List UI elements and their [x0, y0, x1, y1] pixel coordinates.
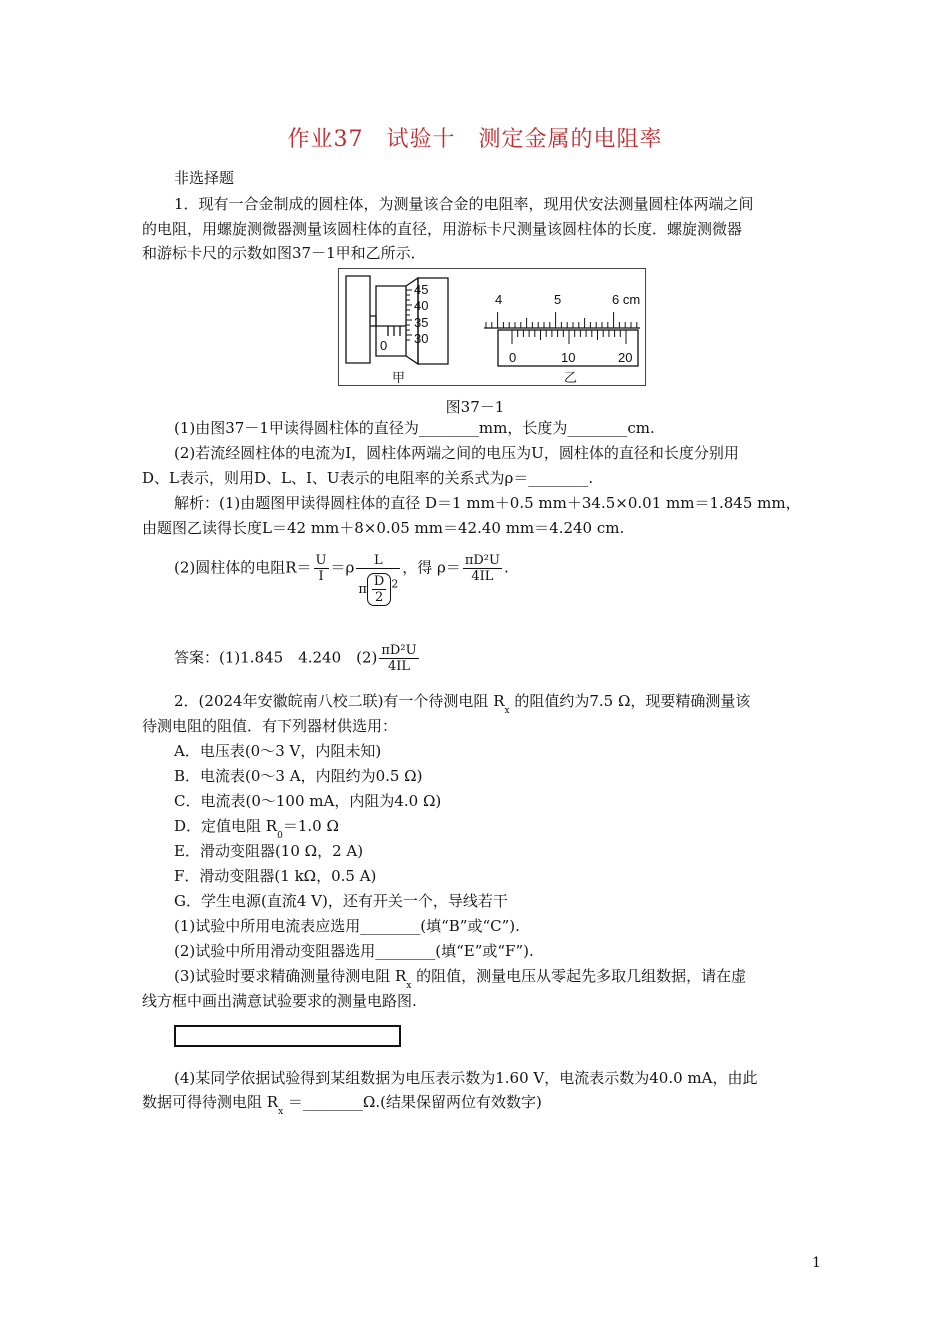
q2-line-1-a: 2．(2024年安徽皖南八校二联)有一个待测电阻 R [174, 692, 505, 710]
q1-part-1: (1)由图37－1甲读得圆柱体的直径为________mm，长度为________cm. [174, 419, 655, 437]
figure-label-jia: 甲 [392, 371, 406, 386]
frac-denominator: 4IL [387, 659, 410, 674]
q2-part-2: (2)试验中所用滑动变阻器选用________(填“E”或“F”). [174, 942, 534, 960]
figure-caption: 图37－1 [445, 398, 505, 416]
q1-line-3: 和游标卡尺的示数如图37－1甲和乙所示． [142, 244, 426, 262]
caliper-main-scale-ticks [486, 312, 637, 328]
page-title: 作业37 试验十 测定金属的电阻率 [287, 127, 663, 152]
q2-part-4b [142, 1092, 542, 1115]
caliper-vernier-label-20: 20 [618, 350, 633, 365]
option-f: F．滑动变阻器(1 kΩ，0.5 A) [174, 867, 377, 885]
q1-solution-3 [174, 553, 509, 606]
option-b: B．电流表(0～3 A，内阻约为0.5 Ω) [174, 767, 423, 785]
option-c: C．电流表(0～100 mA，内阻为4.0 Ω) [174, 792, 442, 810]
period: . [503, 558, 509, 577]
option-d-text: D．定值电阻 R [174, 817, 278, 835]
subscript-x: x [278, 1107, 284, 1117]
solution-3-mid: ，得 ρ＝ [402, 558, 461, 577]
caliper-main-label-6cm: 6 cm [612, 292, 641, 307]
pi-symbol: π [358, 582, 367, 597]
option-d [174, 816, 339, 839]
q2-part-3a-text: (3)试验时要求精确测量待测电阻 R [174, 967, 407, 985]
subscript-x: x [406, 981, 412, 991]
q2-part-4b-tail: ＝________Ω.(结果保留两位有效数字) [283, 1093, 542, 1111]
frac-denominator [356, 569, 400, 606]
q2-part-4b-text: 数据可得待测电阻 R [142, 1093, 279, 1111]
q1-solution-1: 解析：(1)由题图甲读得圆柱体的直径 D＝1 mm＋0.5 mm＋34.5×0.01 mm＝1.845 mm， [174, 494, 801, 512]
frac-numerator: πD²U [381, 643, 417, 658]
subscript-x: x [504, 706, 510, 716]
d-over-2-fraction [372, 574, 386, 605]
q1-part-2b: D、L表示，则用D、L、I、U表示的电阻率的关系式为ρ＝________. [142, 469, 594, 487]
micrometer-label-35: 35 [414, 315, 429, 330]
q2-part-3a [174, 966, 746, 989]
frac-denominator: 4IL [471, 569, 494, 584]
micrometer-label-45: 45 [414, 282, 429, 297]
rho-formula [463, 553, 502, 584]
q2-line-1 [174, 691, 750, 714]
option-d-tail: ＝1.0 Ω [282, 817, 339, 835]
q1-line-2: 的电阻，用螺旋测微器测量该圆柱体的直径，用游标卡尺测量该圆柱体的长度．螺旋测微器 [142, 220, 743, 238]
answer-prefix: 答案：(1)1.845 4.240 (2) [174, 648, 378, 667]
q2-line-2: 待测电阻的阻值．有下列器材供选用： [142, 717, 398, 735]
eq-rho: ＝ρ [330, 558, 355, 577]
solution-3-prefix: (2)圆柱体的电阻R＝ [174, 558, 312, 577]
circuit-drawing-box[interactable] [174, 1025, 401, 1047]
option-g: G．学生电源(直流4 V)，还有开关一个，导线若干 [174, 892, 508, 910]
micrometer-diagram [346, 276, 448, 364]
fraction-l-over-area [356, 553, 400, 606]
micrometer-label-40: 40 [414, 298, 429, 313]
micrometer-label-0: 0 [380, 338, 388, 353]
square-exponent: 2 [391, 577, 399, 591]
option-e: E．滑动变阻器(10 Ω，2 A) [174, 842, 364, 860]
answer-rho-formula [379, 643, 418, 674]
micrometer-thimble-ticks [406, 290, 412, 340]
q2-part-3b: 线方框中画出满意试验要求的测量电路图. [142, 992, 417, 1010]
figure-label-yi: 乙 [564, 371, 578, 386]
frac-numerator: U [315, 553, 327, 568]
fraction-u-over-i [314, 553, 329, 584]
caliper-main-label-4: 4 [495, 292, 503, 307]
page-number: 1 [812, 1255, 821, 1271]
q2-part-4a: (4)某同学依据试验得到某组数据为电压表示数为1.60 V，电流表示数为40.0 mA，由此 [174, 1069, 758, 1087]
frac-numerator: πD²U [464, 553, 500, 568]
frac-numerator: D [373, 574, 385, 589]
micrometer-label-30: 30 [414, 331, 429, 346]
caliper-vernier-label-0: 0 [509, 350, 517, 365]
subscript-0: 0 [277, 831, 283, 841]
caliper-vernier-label-10: 10 [561, 350, 576, 365]
figure-37-1 [338, 268, 646, 386]
frac-denominator: 2 [374, 590, 384, 605]
section-heading: 非选择题 [174, 169, 235, 187]
q1-line-1: 1．现有一合金制成的圆柱体，为测量该合金的电阻率，现用伏安法测量圆柱体两端之间 [174, 195, 754, 213]
q2-part-1: (1)试验中所用电流表应选用________(填“B”或“C”). [174, 917, 520, 935]
frac-denominator: I [318, 569, 324, 584]
q1-part-2a: (2)若流经圆柱体的电流为I，圆柱体两端之间的电压为U，圆柱体的直径和长度分别用 [174, 444, 739, 462]
option-a: A．电压表(0～3 V，内阻未知) [174, 742, 382, 760]
q2-line-1-b: 的阻值约为7.5 Ω，现要精确测量该 [509, 692, 751, 710]
q1-solution-2: 由题图乙读得长度L＝42 mm＋8×0.05 mm＝42.40 mm＝4.240 cm. [142, 519, 625, 537]
q2-part-3a-tail: 的阻值，测量电压从零起先多取几组数据，请在虚 [411, 967, 747, 985]
caliper-main-label-5: 5 [554, 292, 562, 307]
d-over-2 [367, 573, 391, 606]
frac-numerator: L [356, 553, 400, 569]
caliper-vernier-scale-ticks [512, 330, 626, 344]
q1-answer [174, 643, 421, 674]
